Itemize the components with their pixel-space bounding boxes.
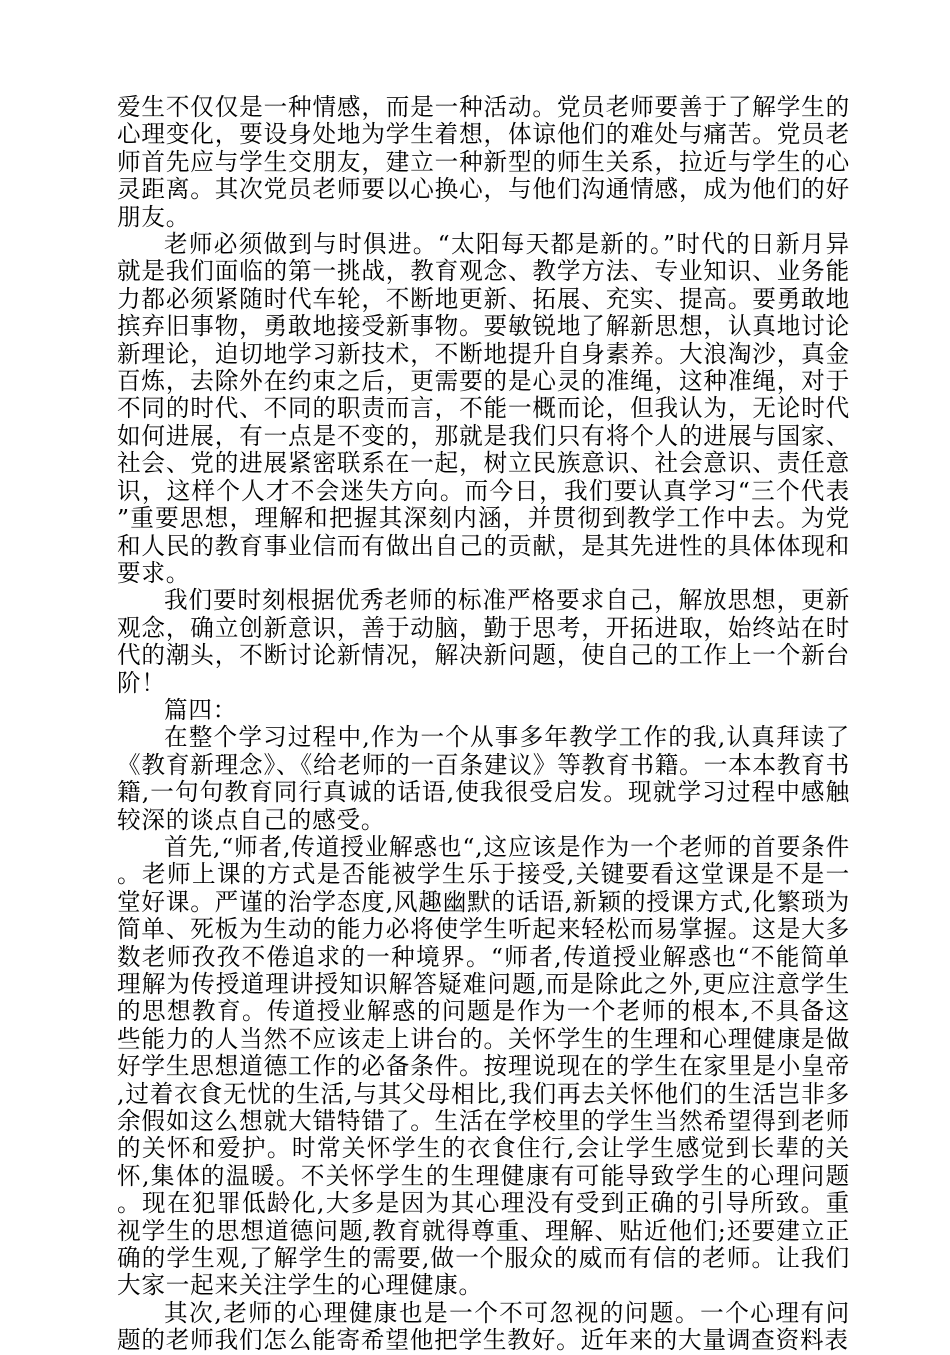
paragraph-5: 首先,“师者,传道授业解惑也“,这应该是作为一个老师的首要条件。老师上课的方式是否能被学生乐于接受,关键要看这堂课是不是一堂好课。严谨的治学态度,风趣幽默的话语,新颖的授课方式,化繁琐为简单、死板为生动的能力必将使学生听起来轻松而易掌握。这是大多数老师孜孜不倦追求的一种境界。“师者,传道授业解惑也“不能简单理解为传授道理讲授知识解答疑难问题,而是除此之外,更应注意学生的思想教育。传道授业解惑的问题是作为一个老师的根本,不具备这些能力的人当然不应该走上讲台的。关怀学生的生理和心理健康是做好学生思想道德工作的必备条件。按理说现在的学生在家里是小皇帝,过着衣食无忧的生活,与其父母相比,我们再去关怀他们的生活岂非多余假如这么想就大错特错了。生活在学校里的学生当然希望得到老师的关怀和爱护。时常关怀学生的衣食住行,会让学生感觉到长辈的关怀,集体的温暖。不关怀学生的生理健康有可能导致学生的心理问题。现在犯罪低龄化,大多是因为其心理没有受到正确的引导所致。重视学生的思想道德问题,教育就得尊重、理解、贴近他们;还要建立正确的学生观,了解学生的需要,做一个服众的威而有信的老师。让我们大家一起来关注学生的心理健康。 bbox=[117, 832, 850, 1300]
paragraph-4: 在整个学习过程中,作为一个从事多年教学工作的我,认真拜读了《教育新理念》、《给老师的一百条建议》等教育书籍。一本本教育书籍,一句句教育同行真诚的话语,使我很受启发。现就学习过程中感触较深的谈点自己的感受。 bbox=[117, 723, 850, 834]
paragraph-3: 我们要时刻根据优秀老师的标准严格要求自己，解放思想，更新观念，确立创新意识，善于动脑，勤于思考，开拓进取，始终站在时代的潮头，不断讨论新情况，解决新问题，使自己的工作上一个新台阶！ bbox=[117, 586, 850, 697]
section-heading: 篇四： bbox=[164, 695, 238, 724]
paragraph-6: 其次,老师的心理健康也是一个不可忽视的问题。一个心理有问题的老师我们怎么能寄希望他把学生教好。近年来的大量调查资料表 bbox=[117, 1298, 850, 1355]
document-page bbox=[117, 94, 850, 1355]
paragraph-2: 老师必须做到与时俱进。“太阳每天都是新的。”时代的日新月异就是我们面临的第一挑战，教育观念、教学方法、专业知识、业务能力都必须紧随时代车轮，不断地更新、拓展、充实、提高。要勇敢地摈弃旧事物，勇敢地接受新事物。要敏锐地了解新思想，认真地讨论新理论，迫切地学习新技术，不断地提升自身素养。大浪淘沙，真金百炼，去除外在约束之后，更需要的是心灵的准绳，这种准绳，对于不同的时代、不同的职责而言，不能一概而论，但我认为，无论时代如何进展，有一点是不变的，那就是我们只有将个人的进展与国家、社会、党的进展紧密联系在一起，树立民族意识、社会意识、责任意识，这样个人才不会迷失方向。而今日，我们要认真学习“三个代表”重要思想，理解和把握其深刻内涵，并贯彻到教学工作中去。为党和人民的教育事业信而有做出自己的贡献，是其先进性的具体体现和要求。 bbox=[117, 230, 850, 587]
paragraph-1: 爱生不仅仅是一种情感，而是一种活动。党员老师要善于了解学生的心理变化，要设身处地为学生着想，体谅他们的难处与痛苦。党员老师首先应与学生交朋友，建立一种新型的师生关系，拉近与学生的心灵距离。其次党员老师要以心换心，与他们沟通情感，成为他们的好朋友。 bbox=[117, 93, 850, 231]
